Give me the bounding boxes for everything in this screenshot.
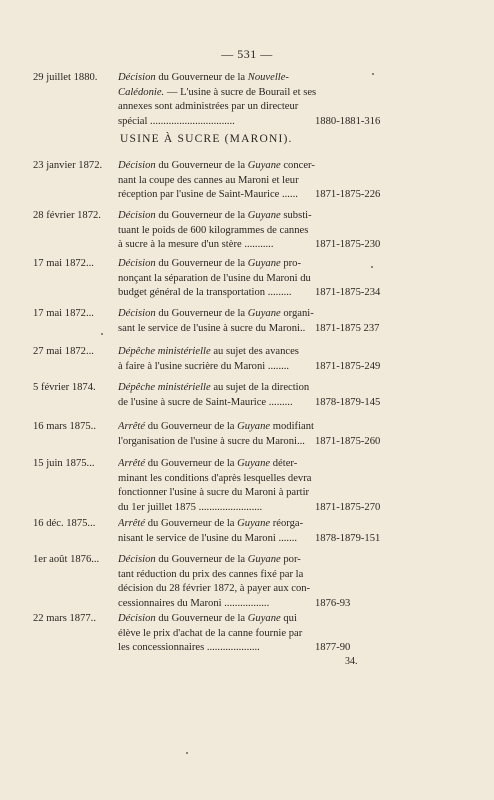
entry-line: du 1er juillet 1875 ........................ bbox=[118, 501, 263, 513]
entry-line: Décision du Gouverneur de la Guyane pro- bbox=[118, 258, 302, 269]
entry-date: 29 juillet 1880. bbox=[33, 72, 98, 83]
entry-line: les concessionnaires .................... bbox=[118, 642, 260, 653]
entry-reference: 1871-1875 237 bbox=[315, 322, 380, 334]
entry-reference: 1880-1881-316 bbox=[315, 115, 381, 127]
entry-date: 1er août 1876... bbox=[33, 554, 100, 565]
entry-line: sant le service de l'usine à sucre du Maroni.. bbox=[118, 322, 306, 334]
entry-line: de l'usine à sucre de Saint-Maurice ......... bbox=[118, 396, 293, 408]
entry-line: Arrêté du Gouverneur de la Guyane modifiant bbox=[118, 421, 314, 432]
entry-line: tant réduction du prix des cannes fixé par la bbox=[118, 568, 304, 580]
entry-line: tuant le poids de 600 kilogrammes de cannes bbox=[118, 224, 309, 236]
entry-date: 23 janvier 1872. bbox=[33, 160, 103, 171]
entry-date: 16 mars 1875.. bbox=[33, 421, 96, 432]
entry-line: Dépêche ministérielle au sujet des avances bbox=[118, 346, 299, 357]
paper-speck bbox=[371, 266, 373, 268]
entry-line: élève le prix d'achat de la canne fournie par bbox=[118, 627, 303, 639]
paper-speck bbox=[101, 333, 103, 335]
entry-line: minant les conditions d'après lesquelles devra bbox=[118, 472, 312, 484]
entry-line: Décision du Gouverneur de la Guyane por- bbox=[118, 554, 301, 565]
entry-reference: 1878-1879-145 bbox=[315, 396, 381, 408]
entry-line: annexes sont administrées par un directeur bbox=[118, 101, 299, 112]
entry-line: réception par l'usine de Saint-Maurice ...... bbox=[118, 189, 298, 200]
entry-line: Arrêté du Gouverneur de la Guyane déter- bbox=[118, 458, 298, 469]
section-title: USINE À SUCRE (MARONI). bbox=[120, 133, 293, 145]
entry-line: nonçant la séparation de l'usine du Maroni du bbox=[118, 272, 311, 284]
entry-date: 16 déc. 1875... bbox=[33, 518, 96, 529]
entry-line: à sucre à la mesure d'un stère ........... bbox=[118, 239, 274, 250]
entry-reference: 1876-93 bbox=[315, 597, 351, 609]
entry-date: 17 mai 1872... bbox=[33, 258, 94, 269]
entry-reference: 1871-1875-234 bbox=[315, 287, 381, 298]
paper-speck bbox=[186, 752, 188, 754]
entry-line: Décision du Gouverneur de la Guyane substi- bbox=[118, 210, 312, 221]
entry-reference: 1871-1875-260 bbox=[315, 435, 381, 447]
entry-reference: 1878-1879-151 bbox=[315, 532, 381, 544]
folio-number: 34. bbox=[345, 656, 358, 667]
entry-line: Arrêté du Gouverneur de la Guyane réorga- bbox=[118, 518, 304, 529]
entry-line: Décision du Gouverneur de la Nouvelle- bbox=[118, 72, 289, 83]
entry-reference: 1871-1875-270 bbox=[315, 501, 381, 513]
entry-line: Calédonie. — L'usine à sucre de Bourail et ses bbox=[118, 86, 317, 98]
entry-line: Dépêche ministérielle au sujet de la direction bbox=[118, 382, 310, 393]
entry-date: 17 mai 1872... bbox=[33, 308, 94, 319]
entry-line: spécial ................................ bbox=[118, 115, 235, 127]
entry-line: Décision du Gouverneur de la Guyane qui bbox=[118, 613, 297, 624]
entry-reference: 1871-1875-249 bbox=[315, 360, 381, 372]
entry-line: fonctionner l'usine à sucre du Maroni à partir bbox=[118, 487, 310, 498]
entry-date: 15 juin 1875... bbox=[33, 458, 95, 469]
entry-reference: 1871-1875-230 bbox=[315, 239, 381, 250]
entry-date: 27 mai 1872... bbox=[33, 346, 94, 357]
page-number: — 531 — bbox=[221, 47, 273, 61]
entry-line: cessionnaires du Maroni ................. bbox=[118, 597, 270, 609]
entry-line: budget général de la transportation ......... bbox=[118, 287, 292, 298]
entry-line: nant la coupe des cannes au Maroni et leur bbox=[118, 174, 299, 186]
entry-line: nisant le service de l'usine du Maroni ....... bbox=[118, 532, 298, 544]
paper-speck bbox=[372, 73, 374, 75]
entry-line: Décision du Gouverneur de la Guyane concer- bbox=[118, 160, 315, 171]
entry-date: 22 mars 1877.. bbox=[33, 613, 96, 624]
entry-line: Décision du Gouverneur de la Guyane organi- bbox=[118, 308, 314, 319]
entry-line: l'organisation de l'usine à sucre du Maroni... bbox=[118, 435, 305, 447]
entry-line: décision du 28 février 1872, à payer aux con- bbox=[118, 583, 311, 594]
entry-date: 28 février 1872. bbox=[33, 210, 101, 221]
entry-reference: 1877-90 bbox=[315, 642, 351, 653]
entry-reference: 1871-1875-226 bbox=[315, 189, 381, 200]
entry-line: à faire à l'usine sucrière du Maroni ........ bbox=[118, 360, 290, 372]
entry-date: 5 février 1874. bbox=[33, 382, 96, 393]
